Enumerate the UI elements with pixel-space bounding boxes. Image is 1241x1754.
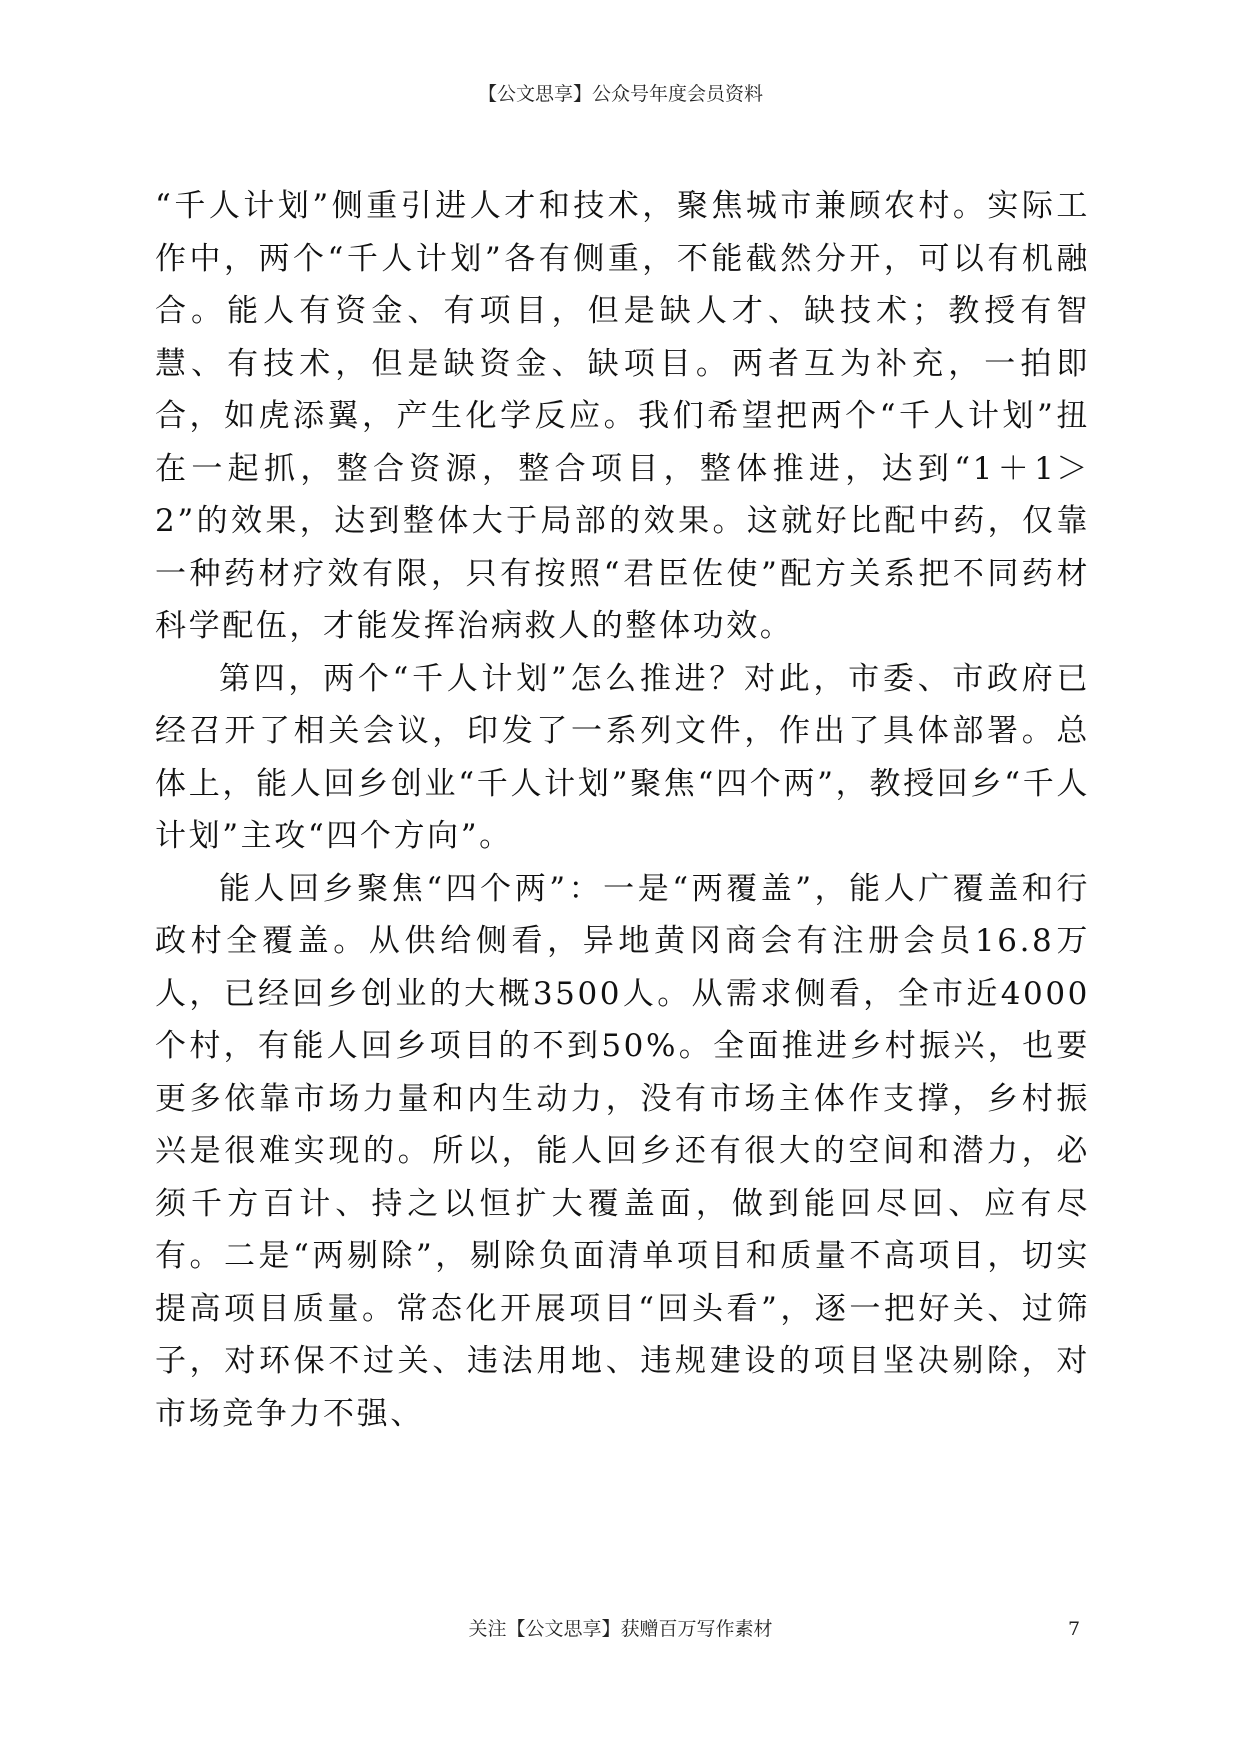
page-number: 7 xyxy=(1068,1618,1081,1640)
paragraph-continuation: “千人计划”侧重引进人才和技术，聚焦城市兼顾农村。实际工作中，两个“千人计划”各有侧重，不能截然分开，可以有机融合。能人有资金、有项目，但是缺人才、缺技术；教授有智慧、有技术，但是缺资金、缺项目。两者互为补充，一拍即合，如虎添翼，产生化学反应。我们希望把两个“千人计划”扭在一起抓，整合资源，整合项目，整体推进，达到“1＋1＞2”的效果，达到整体大于局部的效果。这就好比配中药，仅靠一种药材疗效有限，只有按照“君臣佐使”配方关系把不同药材科学配伍，才能发挥治病救人的整体功效。 xyxy=(155,188,1090,644)
paragraph-fourth-point: 第四，两个“千人计划”怎么推进？对此，市委、市政府已经召开了相关会议，印发了一系列文件，作出了具体部署。总体上，能人回乡创业“千人计划”聚焦“四个两”，教授回乡“千人计划”主攻“四个方向”。 xyxy=(155,660,1090,854)
document-body xyxy=(155,180,1090,1440)
paragraph-four-twos: 能人回乡聚焦“四个两”：一是“两覆盖”，能人广覆盖和行政村全覆盖。从供给侧看，异地黄冈商会有注册会员16.8万人，已经回乡创业的大概3500人。从需求侧看，全市近4000个村，有能人回乡项目的不到50%。全面推进乡村振兴，也要更多依靠市场力量和内生动力，没有市场主体作支撑，乡村振兴是很难实现的。所以，能人回乡还有很大的空间和潜力，必须千方百计、持之以恒扩大覆盖面，做到能回尽回、应有尽有。二是“两剔除”，剔除负面清单项目和质量不高项目，切实提高项目质量。常态化开展项目“回头看”，逐一把好关、过筛子，对环保不过关、违法用地、违规建设的项目坚决剔除，对市场竞争力不强、 xyxy=(155,870,1090,1432)
page-header: 【公文思享】公众号年度会员资料 xyxy=(477,83,763,105)
page-footer: 关注【公文思享】获赠百万写作素材 xyxy=(468,1618,773,1640)
